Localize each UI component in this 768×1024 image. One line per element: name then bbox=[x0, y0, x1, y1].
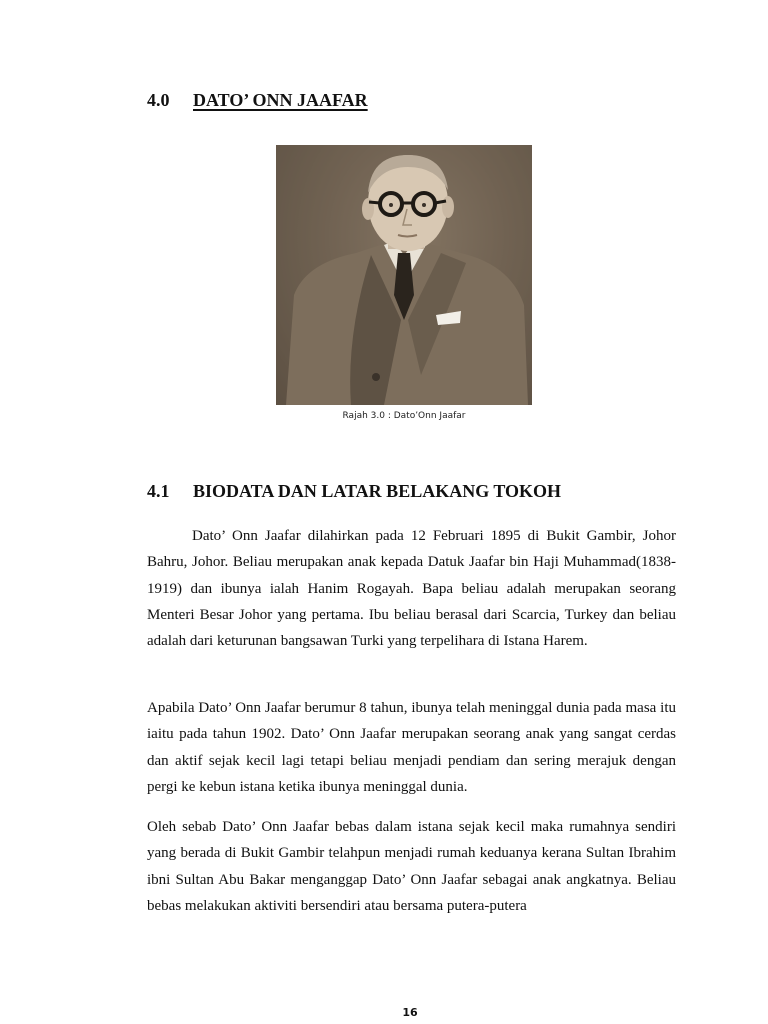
section-number: 4.0 bbox=[147, 90, 170, 110]
portrait-illustration-icon bbox=[276, 145, 532, 405]
page-number: 16 bbox=[402, 1006, 418, 1019]
section-number: 4.1 bbox=[147, 481, 170, 501]
paragraph-childhood: Apabila Dato’ Onn Jaafar berumur 8 tahun, ibunya telah meninggal dunia pada masa itu iaitu pada tahun 1902. Dato’ Onn Jaafar merupakan seorang anak yang sangat cerdas dan aktif sejak kecil lagi tetapi beliau menjadi pendiam dan sering merajuk dengan pergi ke kebun istana ketika ibunya meninggal dunia. bbox=[147, 700, 676, 795]
section-title: BIODATA DAN LATAR BELAKANG TOKOH bbox=[193, 481, 562, 501]
paragraph-biodata: Dato’ Onn Jaafar dilahirkan pada 12 Februari 1895 di Bukit Gambir, Johor Bahru, Johor. Beliau merupakan anak kepada Datuk Jaafar bin Haji Muhammad(1838-1919) dan ibunya ialah Hanim Rogayah. Bapa beliau adalah merupakan seorang Menteri Besar Johor yang pertama. Ibu beliau berasal dari Scarcia, Turkey dan beliau adalah dari keturunan bangsawan Turki yang terpelihara di Istana Harem. bbox=[147, 528, 676, 650]
section-heading-4-1 bbox=[147, 481, 561, 502]
section-title: DATO’ ONN JAAFAR bbox=[193, 90, 368, 110]
paragraph-palace-life: Oleh sebab Dato’ Onn Jaafar bebas dalam istana sejak kecil maka rumahnya sendiri yang berada di Bukit Gambir telahpun menjadi rumah keduanya kerana Sultan Ibrahim ibni Sultan Abu Bakar menganggap Dato’ Onn Jaafar sebagai anak angkatnya. Beliau bebas melakukan aktiviti bersendiri atau bersama putera-putera bbox=[147, 819, 676, 914]
portrait-photo bbox=[276, 145, 532, 405]
section-heading-4-0 bbox=[147, 90, 368, 111]
figure-caption: Rajah 3.0 : Dato’Onn Jaafar bbox=[342, 411, 466, 421]
